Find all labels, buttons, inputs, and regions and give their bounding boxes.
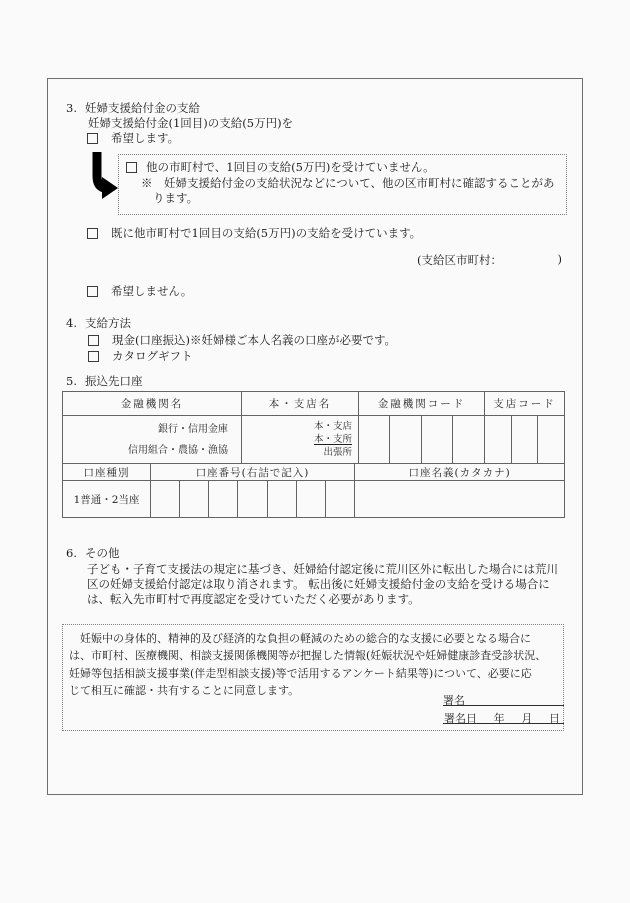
section-6-paragraph: [87, 562, 558, 608]
section-6-title: その他: [84, 546, 120, 560]
consent-line-3: 妊婦等包括相談支援事業(伴走型相談支援)等で活用するアンケート結果等)について、必要に応: [69, 666, 532, 680]
section-4-title: 支給方法: [84, 316, 131, 330]
paying-municipality-field[interactable]: [417, 252, 562, 268]
branch-code-box-3[interactable]: [538, 416, 565, 464]
section-3-subtitle: 妊婦支援給付金(1回目)の支給(5万円)を: [88, 116, 294, 130]
account-number-box-1[interactable]: [151, 481, 180, 518]
month-label: 月: [521, 712, 533, 725]
section-5-title: 振込先口座: [84, 374, 143, 388]
checkbox-no-hope[interactable]: [87, 286, 98, 297]
curved-down-right-arrow-icon: [90, 152, 118, 200]
option-catalog-label: カタログギフト: [112, 349, 193, 363]
section-5-heading: [66, 375, 142, 388]
option-already-row: [87, 226, 421, 240]
header-account-type: 口座種別: [63, 464, 151, 481]
consent-line-1: 妊娠中の身体的、精神的及び経済的な負担の軽減のための総合的な支援に必要となる場合に: [69, 632, 531, 645]
option-hope-row: [87, 131, 179, 145]
option-no-hope-row: [87, 284, 192, 298]
option-already-label: 既に他市町村で1回目の支給(5万円)の支給を受けています。: [111, 226, 422, 240]
bank-name-cell[interactable]: [63, 416, 242, 464]
account-type-cell[interactable]: 1普通・2当座: [63, 481, 151, 518]
paying-municipality-close-paren: ): [557, 252, 562, 266]
header-bank-code: 金融機関コード: [359, 392, 485, 416]
option-no-hope-label: 希望しません。: [111, 284, 193, 298]
checkbox-catalog-gift[interactable]: [88, 351, 99, 362]
section-3-number: 3.: [66, 101, 77, 115]
note-line-1: ※ 妊婦支援給付金の支給状況などについて、他の区市町村に確認することがあ: [141, 176, 555, 190]
section-6-heading: [66, 547, 119, 560]
branch-name-cell[interactable]: [242, 416, 359, 464]
account-number-box-5[interactable]: [268, 481, 297, 518]
checkbox-other-city[interactable]: [126, 162, 137, 173]
bank-table-lower: [62, 463, 565, 518]
checkbox-already-received[interactable]: [87, 228, 98, 239]
account-number-box-3[interactable]: [209, 481, 238, 518]
section-6-para-line-2: 区の妊婦支援給付認定は取り消されます。 転出後に妊婦支援給付金の支給を受ける場合に: [87, 577, 550, 592]
checkbox-cash[interactable]: [88, 335, 99, 346]
account-number-box-6[interactable]: [297, 481, 326, 518]
branch-code-box-2[interactable]: [512, 416, 538, 464]
account-number-box-7[interactable]: [326, 481, 355, 518]
other-city-note-box: [118, 154, 567, 215]
section-6-number: 6.: [66, 546, 77, 560]
bank-type-line-2: 信用組合・農協・漁協: [128, 444, 228, 456]
bank-type-line-1: 銀行・信用金庫: [158, 423, 228, 435]
header-branch-name: 本・支店名: [242, 392, 359, 416]
note-line-2: ります。: [153, 191, 199, 205]
day-label: 日: [548, 712, 560, 725]
paying-municipality-label: (支給区市町村：: [417, 253, 502, 267]
signature-field[interactable]: [443, 692, 564, 706]
account-number-box-2[interactable]: [180, 481, 209, 518]
branch-code-box-1[interactable]: [485, 416, 512, 464]
year-label: 年: [493, 712, 505, 725]
checkbox-hope[interactable]: [87, 133, 98, 144]
section-4-heading: [66, 317, 131, 330]
header-account-number: 口座番号(右詰で記入): [151, 464, 355, 481]
account-number-box-4[interactable]: [238, 481, 268, 518]
section-3-heading: [66, 102, 200, 115]
bank-code-box-3[interactable]: [422, 416, 453, 464]
bank-table-upper: [62, 391, 565, 464]
option-other-city-label: 他の市町村で、1回目の支給(5万円)を受けていません。: [146, 160, 435, 174]
option-cash-row: [88, 333, 396, 347]
branch-type-line-2: 本・支所: [313, 434, 352, 445]
branch-type-line-1: 本・支店: [313, 421, 352, 432]
signature-date-field[interactable]: [443, 710, 564, 724]
account-name-cell[interactable]: [355, 481, 565, 518]
consent-box: [62, 624, 564, 731]
consent-line-4: じて相互に確認・共有することに同意します。: [69, 684, 300, 698]
option-other-city-row: [126, 160, 435, 174]
bank-code-box-2[interactable]: [390, 416, 422, 464]
bank-code-box-4[interactable]: [453, 416, 485, 464]
branch-type-line-3: 出張所: [323, 447, 352, 458]
section-6-para-line-1: 子ども・子育て支援法の規定に基づき、妊婦給付認定後に荒川区外に転出した場合には荒川: [87, 562, 559, 576]
section-4-number: 4.: [66, 316, 77, 330]
consent-line-2: は、市町村、医療機関、相談支援関係機関等が把握した情報(妊娠状況や妊婦健康診査受診状況、: [69, 649, 547, 663]
section-5-number: 5.: [66, 374, 77, 388]
bank-code-box-1[interactable]: [359, 416, 390, 464]
option-hope-label: 希望します。: [111, 131, 180, 145]
section-3-title: 妊婦支援給付金の支給: [84, 101, 200, 115]
option-cash-label: 現金(口座振込)※妊婦様ご本人名義の口座が必要です。: [112, 333, 397, 347]
header-bank-name: 金融機関名: [63, 392, 242, 416]
signature-label: 署名: [443, 694, 465, 707]
option-catalog-row: [88, 349, 193, 363]
consent-paragraph: [69, 630, 546, 700]
header-account-name: 口座名義(カタカナ): [355, 464, 565, 481]
signature-date-label: 署名日: [444, 712, 477, 725]
header-branch-code: 支店コード: [485, 392, 565, 416]
section-6-para-line-3: は、転入先市町村で再度認定を受けていただく必要があります。: [87, 592, 420, 607]
